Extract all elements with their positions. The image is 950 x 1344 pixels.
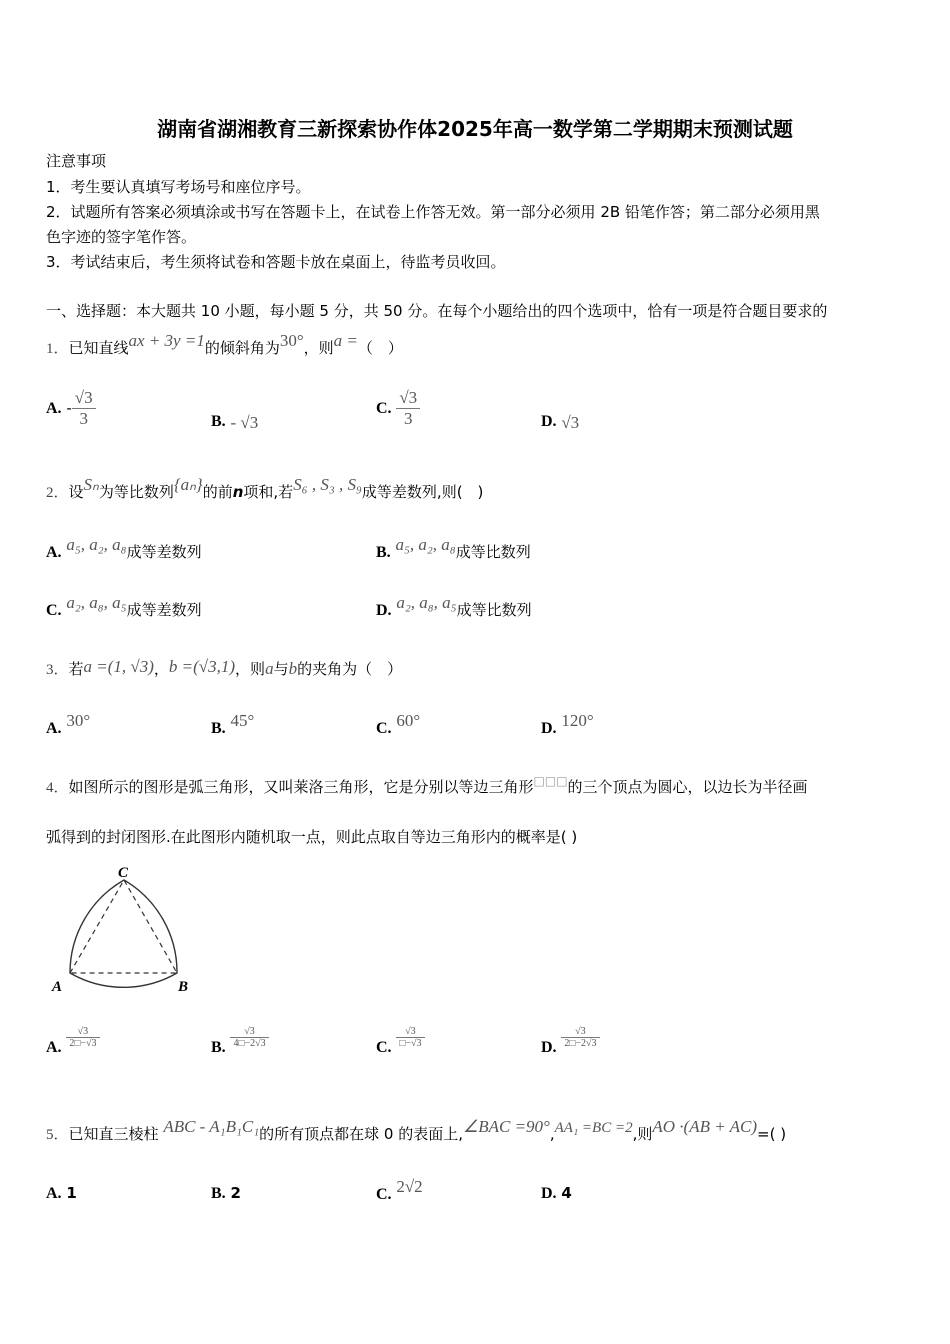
option-a[interactable] xyxy=(46,388,96,429)
text: 的所有顶点都在球 0 的表面上, xyxy=(259,1125,463,1143)
missing-glyph: □□□ xyxy=(533,774,568,788)
text: ，则 xyxy=(235,660,266,678)
denominator: 2□−2√3 xyxy=(564,1038,597,1049)
math: 45° xyxy=(230,711,255,730)
section-heading: 一、选择题：本大题共 10 小题，每小题 5 分，共 50 分。在每个小题给出的四个选项中，恰有一项是符合题目要求的 xyxy=(46,302,828,320)
option-a[interactable] xyxy=(46,535,202,562)
fraction xyxy=(561,1026,599,1049)
option-label: A. xyxy=(46,400,62,417)
text: 如图所示的图形是弧三角形，又叫莱洛三角形，它是分别以等边三角形 xyxy=(68,778,534,796)
option-a[interactable] xyxy=(46,711,91,738)
denominator: 3 xyxy=(79,409,88,428)
text: ， xyxy=(153,660,169,678)
vertex-label-a: A xyxy=(52,979,63,995)
text: 项和,若 xyxy=(243,483,294,501)
option-label: D. xyxy=(541,1185,557,1202)
option-b[interactable] xyxy=(211,1184,241,1203)
numerator: √3 xyxy=(230,1026,268,1038)
option-a[interactable] xyxy=(46,1026,100,1056)
option-label: B. xyxy=(211,1185,226,1202)
numerator: √3 xyxy=(561,1026,599,1038)
text: , xyxy=(549,1125,555,1143)
option-label: C. xyxy=(376,1039,392,1056)
option-c[interactable] xyxy=(376,1177,423,1204)
option-d[interactable] xyxy=(541,711,594,738)
math: 120° xyxy=(561,711,594,730)
math: 30° xyxy=(279,331,304,350)
math: ABC - A₁B₁C₁ xyxy=(163,1117,260,1136)
math: a₅, a₂, a₈ xyxy=(395,535,456,554)
option-label: C. xyxy=(46,602,62,619)
text: 成等差数列,则( ) xyxy=(361,483,484,501)
text: （ ） xyxy=(357,339,403,357)
question-3 xyxy=(46,659,402,680)
option-b[interactable] xyxy=(211,411,258,431)
arc-triangle xyxy=(70,880,177,987)
option-c[interactable] xyxy=(46,593,202,620)
question-number: 3． xyxy=(46,662,69,678)
math: Sₙ xyxy=(83,475,99,494)
note-item: 3．考试结束后，考生须将试卷和答题卡放在桌面上，待监考员收回。 xyxy=(46,253,506,271)
vertex-label-b: B xyxy=(178,979,189,995)
fraction xyxy=(396,388,420,429)
text: =( ) xyxy=(757,1125,787,1143)
option-c[interactable] xyxy=(376,1026,425,1056)
option-label: D. xyxy=(541,720,557,737)
math: ax + 3y =1 xyxy=(128,331,205,350)
numerator: √3 xyxy=(66,1026,99,1038)
math: ∠BAC =90° xyxy=(462,1117,550,1136)
option-d[interactable] xyxy=(541,1026,600,1056)
text: 已知直三棱柱 xyxy=(68,1125,159,1143)
math: b xyxy=(288,659,298,678)
note-item: 1．考生要认真填写考场号和座位序号。 xyxy=(46,178,311,196)
math: {aₙ} xyxy=(173,475,203,494)
text: 设 xyxy=(68,483,84,501)
denominator: 4□−2√3 xyxy=(233,1038,266,1049)
math: b =(√3,1) xyxy=(168,657,236,676)
note-item: 色字迹的签字笔作答。 xyxy=(46,228,197,246)
reuleaux-triangle-figure xyxy=(48,860,198,1000)
text: 成等差数列 xyxy=(126,601,202,619)
option-label: D. xyxy=(541,1039,557,1056)
option-b[interactable] xyxy=(211,711,255,738)
text: 为等比数列 xyxy=(98,483,174,501)
text: 与 xyxy=(273,660,289,678)
math: a = xyxy=(333,331,358,350)
option-label: C. xyxy=(376,1186,392,1203)
denominator: 3 xyxy=(404,409,413,428)
fraction xyxy=(230,1026,268,1049)
math: a xyxy=(265,659,274,678)
text: ,则 xyxy=(632,1125,653,1143)
math: AA₁ =BC =2 xyxy=(554,1120,633,1136)
text: 已知直线 xyxy=(68,339,129,357)
option-c[interactable] xyxy=(376,711,421,738)
numerator: √3 xyxy=(396,388,420,409)
text: 若 xyxy=(68,660,84,678)
text: 的前 xyxy=(202,483,233,501)
option-label: D. xyxy=(376,602,392,619)
numerator: √3 xyxy=(396,1026,424,1038)
page-title: 湖南省湖湘教育三新探索协作体2025年高一数学第二学期期末预测试题 xyxy=(157,117,793,141)
math: a₅, a₂, a₈ xyxy=(66,535,127,554)
question-5 xyxy=(46,1117,787,1145)
notes-heading: 注意事项 xyxy=(46,152,107,170)
question-number: 2． xyxy=(46,485,69,501)
math: a₂, a₈, a₅ xyxy=(396,593,457,612)
note-item: 2．试题所有答案必须填涂或书写在答题卡上，在试卷上作答无效。第一部分必须用 2B 铅笔作答；第二部分必须用黑 xyxy=(46,203,820,221)
question-number: 4． xyxy=(46,780,69,796)
question-number: 1． xyxy=(46,341,69,357)
option-a[interactable] xyxy=(46,1184,77,1203)
question-1 xyxy=(46,331,403,359)
option-label: B. xyxy=(211,720,226,737)
text: 的夹角为（ ） xyxy=(297,660,403,678)
math: S₆ , S₃ , S₉ xyxy=(293,475,362,494)
math: a =(1, √3) xyxy=(83,657,154,676)
fraction xyxy=(396,1026,424,1049)
math: a₂, a₈, a₅ xyxy=(66,593,127,612)
fraction xyxy=(72,388,96,429)
option-d[interactable] xyxy=(376,593,532,620)
math: 2√2 xyxy=(396,1177,423,1196)
option-d[interactable] xyxy=(541,411,579,431)
text: n xyxy=(232,483,244,501)
math: √3 xyxy=(561,413,580,432)
text: 成等比数列 xyxy=(456,601,532,619)
option-b[interactable] xyxy=(376,535,531,562)
option-value: 2 xyxy=(230,1184,241,1202)
text: 的三个顶点为圆心，以边长为半径画 xyxy=(567,778,808,796)
math: AO ·(AB + AC) xyxy=(652,1117,758,1136)
math: - √3 xyxy=(230,413,259,432)
math: 60° xyxy=(396,711,421,730)
text: 成等比数列 xyxy=(455,543,531,561)
option-label: A. xyxy=(46,1039,62,1056)
option-b[interactable] xyxy=(211,1026,269,1056)
option-value: 1 xyxy=(66,1184,77,1202)
question-4 xyxy=(46,774,808,798)
option-label: C. xyxy=(376,400,392,417)
denominator: 2□−√3 xyxy=(69,1038,97,1049)
option-d[interactable] xyxy=(541,1184,572,1203)
question-number: 5． xyxy=(46,1127,69,1143)
option-label: B. xyxy=(211,413,226,430)
text: 成等差数列 xyxy=(126,543,202,561)
option-c[interactable] xyxy=(376,388,420,429)
math: 30° xyxy=(66,711,91,730)
equilateral-triangle xyxy=(70,880,177,973)
text: 的倾斜角为 xyxy=(204,339,280,357)
option-label: B. xyxy=(376,544,391,561)
option-label: C. xyxy=(376,720,392,737)
text: ，则 xyxy=(303,339,334,357)
denominator: □−√3 xyxy=(399,1038,422,1049)
option-label: B. xyxy=(211,1039,226,1056)
option-label: A. xyxy=(46,544,62,561)
question-2 xyxy=(46,475,484,503)
question-4-line-2: 弧得到的封闭图形.在此图形内随机取一点，则此点取自等边三角形内的概率是( ) xyxy=(46,828,578,846)
option-label: D. xyxy=(541,413,557,430)
minus: - xyxy=(66,399,72,417)
numerator: √3 xyxy=(72,388,96,409)
vertex-label-c: C xyxy=(118,865,129,881)
option-value: 4 xyxy=(561,1184,572,1202)
option-label: A. xyxy=(46,720,62,737)
fraction xyxy=(66,1026,99,1049)
option-label: A. xyxy=(46,1185,62,1202)
